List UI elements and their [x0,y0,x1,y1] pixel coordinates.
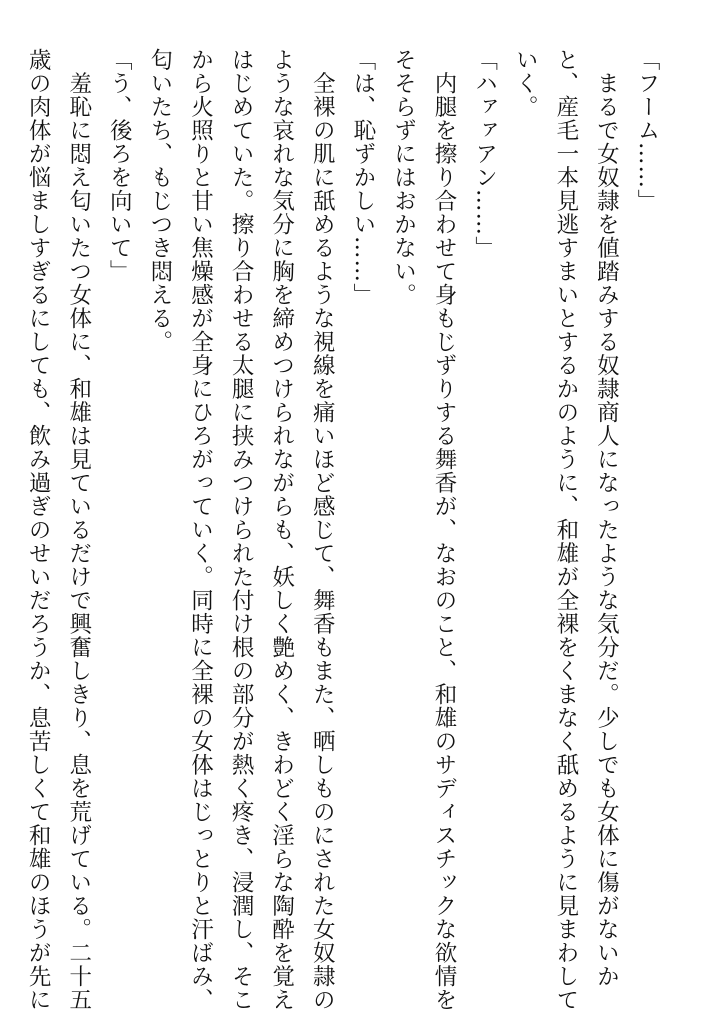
text-line: と、産毛一本見逃すまいとするかのように、和雄が全裸をくまなく舐めるように見まわして [552,48,579,1012]
text-line-dialogue: 「フーム……」 [634,48,660,213]
text-line: から火照りと甘い焦燥感が全身にひろがっていく。同時に全裸の女体はじっとりと汗ばみ、 [187,48,214,1012]
text-line: まるで女奴隷を値踏みする奴隷商人になったような気分だ。少しでも女体に傷がないか [593,48,620,988]
text-line-dialogue: 「う、後ろを向いて」 [106,48,133,283]
text-line: 匂いたち、もじつき悶える。 [146,48,173,354]
text-line: そそらずにはおかない。 [390,48,417,307]
text-line: いく。 [512,48,539,119]
text-line-dialogue: 「ハァァアン……」 [471,48,498,260]
text-line: 内腿を擦り合わせて身もじずりする舞香が、なおのこと、和雄のサディスチックな欲情を [431,48,458,1012]
text-line-dialogue: 「は、恥ずかしい……」 [349,48,376,307]
text-line: ような哀れな気分に胸を締めつけられながらも、妖しく艶めく、きわどく淫らな陶酔を覚え [268,48,295,1012]
text-line: はじめていた。擦り合わせる太腿に挟みつけられた付け根の部分が熱く疼き、浸潤し、そこ [228,48,255,1012]
text-line: 歳の肉体が悩ましすぎるにしても、飲み過ぎのせいだろうか、息苦しくて和雄のほうが先に [25,48,52,1012]
text-line: 羞恥に悶え匂いたつ女体に、和雄は見ているだけで興奮しきり、息を荒げている。二十五 [65,48,92,1012]
text-line: 全裸の肌に舐めるような視線を痛いほど感じて、舞香もまた、晒しものにされた女奴隷の [309,48,336,1012]
vertical-text-body [18,48,668,1012]
